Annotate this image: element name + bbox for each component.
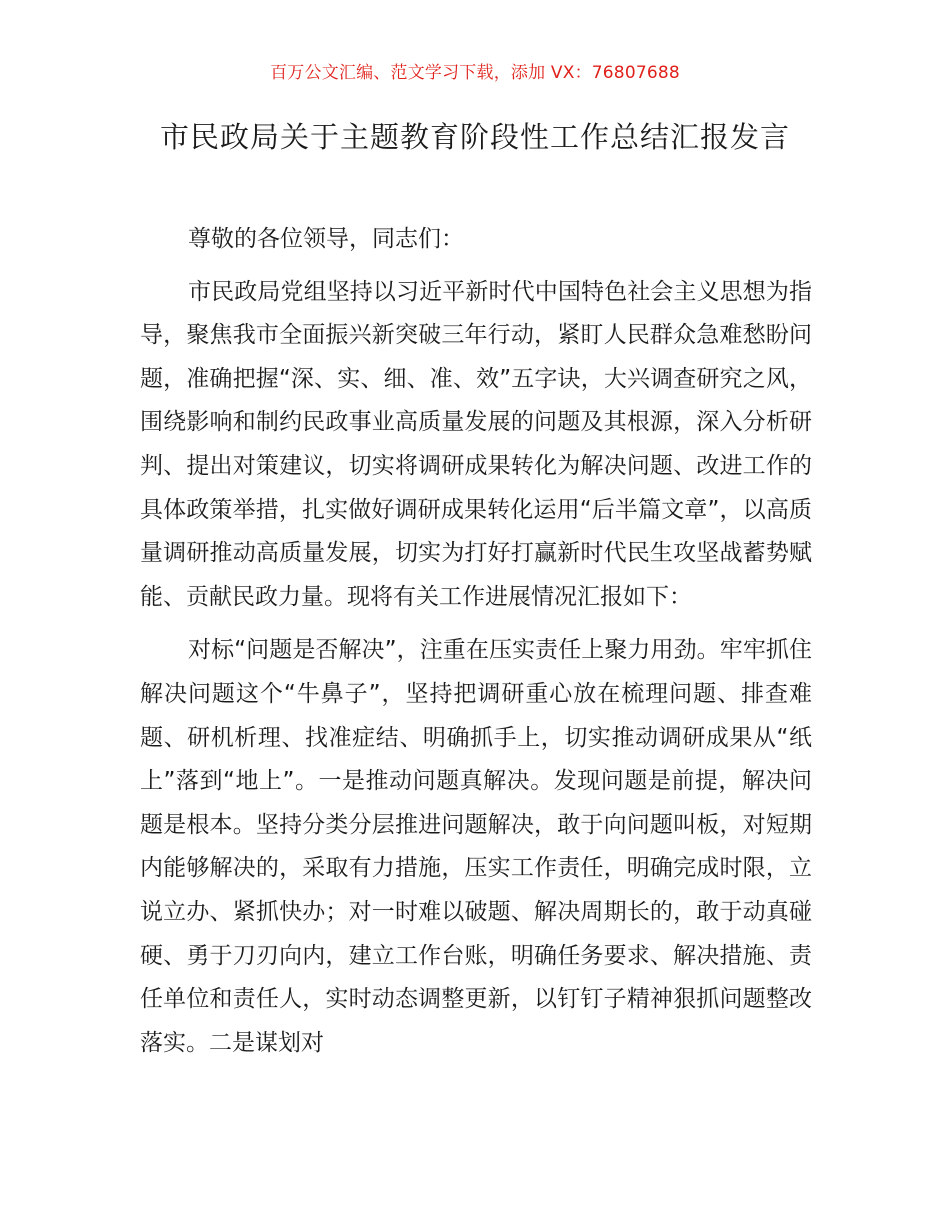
document-body — [140, 218, 812, 1065]
watermark-header: 百万公文汇编、范文学习下载，添加 VX：76807688 — [270, 63, 680, 83]
document-title: 市民政局关于主题教育阶段性工作总结汇报发言 — [159, 120, 790, 154]
paragraph-1: 市民政局党组坚持以习近平新时代中国特色社会主义思想为指导，聚焦我市全面振兴新突破三年行动，紧盯人民群众急难愁盼问题，准确把握“深、实、细、准、效”五字诀，大兴调查研究之风，围绕影响和制约民政事业高质量发展的问题及其根源，深入分析研判、提出对策建议，切实将调研成果转化为解决问题、改进工作的具体政策举措，扎实做好调研成果转化运用“后半篇文章”，以高质量调研推动高质量发展，切实为打好打赢新时代民生攻坚战蓄势赋能、贡献民政力量。现将有关工作进展情况汇报如下： — [140, 278, 812, 610]
paragraph-2: 对标“问题是否解决”，注重在压实责任上聚力用劲。牢牢抓住解决问题这个“牛鼻子”，坚持把调研重心放在梳理问题、排查难题、研机析理、找准症结、明确抓手上，切实推动调研成果从“纸上”落到“地上”。一是推动问题真解决。发现问题是前提，解决问题是根本。坚持分类分层推进问题解决，敢于向问题叫板，对短期内能够解决的，采取有力措施，压实工作责任，明确完成时限，立说立办、紧抓快办；对一时难以破题、解决周期长的，敢于动真碰硬、勇于刀刃向内，建立工作台账，明确任务要求、解决措施、责任单位和责任人，实时动态调整更新，以钉钉子精神狠抓问题整改落实。二是谋划对 — [140, 637, 812, 1056]
greeting: 尊敬的各位领导，同志们： — [188, 226, 464, 252]
